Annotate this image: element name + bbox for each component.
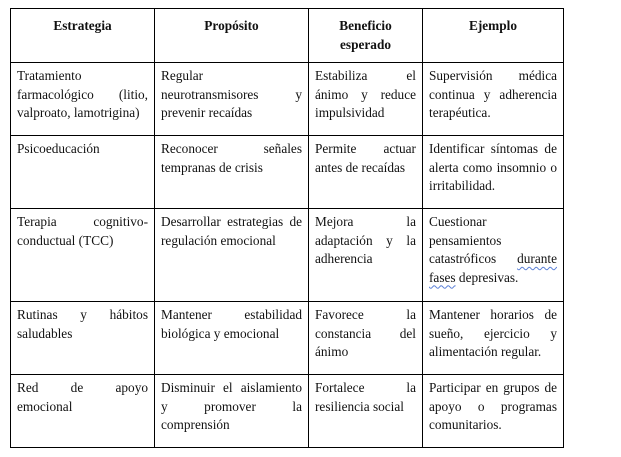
spellcheck-underlined-word: durante: [517, 251, 557, 266]
table-row: [11, 375, 564, 448]
table-row: [11, 63, 564, 136]
cell-estrategia: Red de apoyo emocional: [11, 375, 155, 448]
cell-estrategia: Rutinas y hábitos saludables: [11, 302, 155, 375]
cell-estrategia: Terapia cognitivo-conductual (TCC): [11, 209, 155, 302]
table-row: [11, 302, 564, 375]
cell-proposito: Mantener estabilidad biológica y emocional: [155, 302, 309, 375]
table-header-row: [11, 9, 564, 63]
cell-proposito: Reconocer señales tempranas de crisis: [155, 136, 309, 209]
cell-beneficio: Fortalece la resiliencia social: [309, 375, 423, 448]
cell-beneficio: Favorece la constancia del ánimo: [309, 302, 423, 375]
cell-estrategia: Psicoeducación: [11, 136, 155, 209]
strategies-table: [10, 8, 564, 448]
cell-ejemplo: Identificar síntomas de alerta como insomnio o irritabilidad.: [423, 136, 564, 209]
cell-proposito: Disminuir el aislamiento y promover la comprensión: [155, 375, 309, 448]
cell-ejemplo: Participar en grupos de apoyo o programas comunitarios.: [423, 375, 564, 448]
cell-ejemplo: [423, 209, 564, 302]
header-estrategia: Estrategia: [11, 9, 155, 63]
table-row: [11, 136, 564, 209]
header-ejemplo: Ejemplo: [423, 9, 564, 63]
header-proposito: Propósito: [155, 9, 309, 63]
cell-estrategia: Tratamiento farmacológico (litio, valproato, lamotrigina): [11, 63, 155, 136]
cell-beneficio: Estabiliza el ánimo y reduce impulsividad: [309, 63, 423, 136]
ejemplo-text: Cuestionar pensamientos catastróficos: [429, 214, 518, 266]
cell-beneficio: Permite actuar antes de recaídas: [309, 136, 423, 209]
cell-ejemplo: Supervisión médica continua y adherencia terapéutica.: [423, 63, 564, 136]
header-beneficio: Beneficio esperado: [309, 9, 423, 63]
cell-proposito: Regular neurotransmisores y prevenir recaídas: [155, 63, 309, 136]
cell-beneficio: Mejora la adaptación y la adherencia: [309, 209, 423, 302]
table-row: [11, 209, 564, 302]
cell-ejemplo: Mantener horarios de sueño, ejercicio y alimentación regular.: [423, 302, 564, 375]
ejemplo-text: depresivas.: [455, 269, 519, 285]
spellcheck-underlined-word: fases: [429, 269, 456, 285]
cell-proposito: Desarrollar estrategias de regulación emocional: [155, 209, 309, 302]
